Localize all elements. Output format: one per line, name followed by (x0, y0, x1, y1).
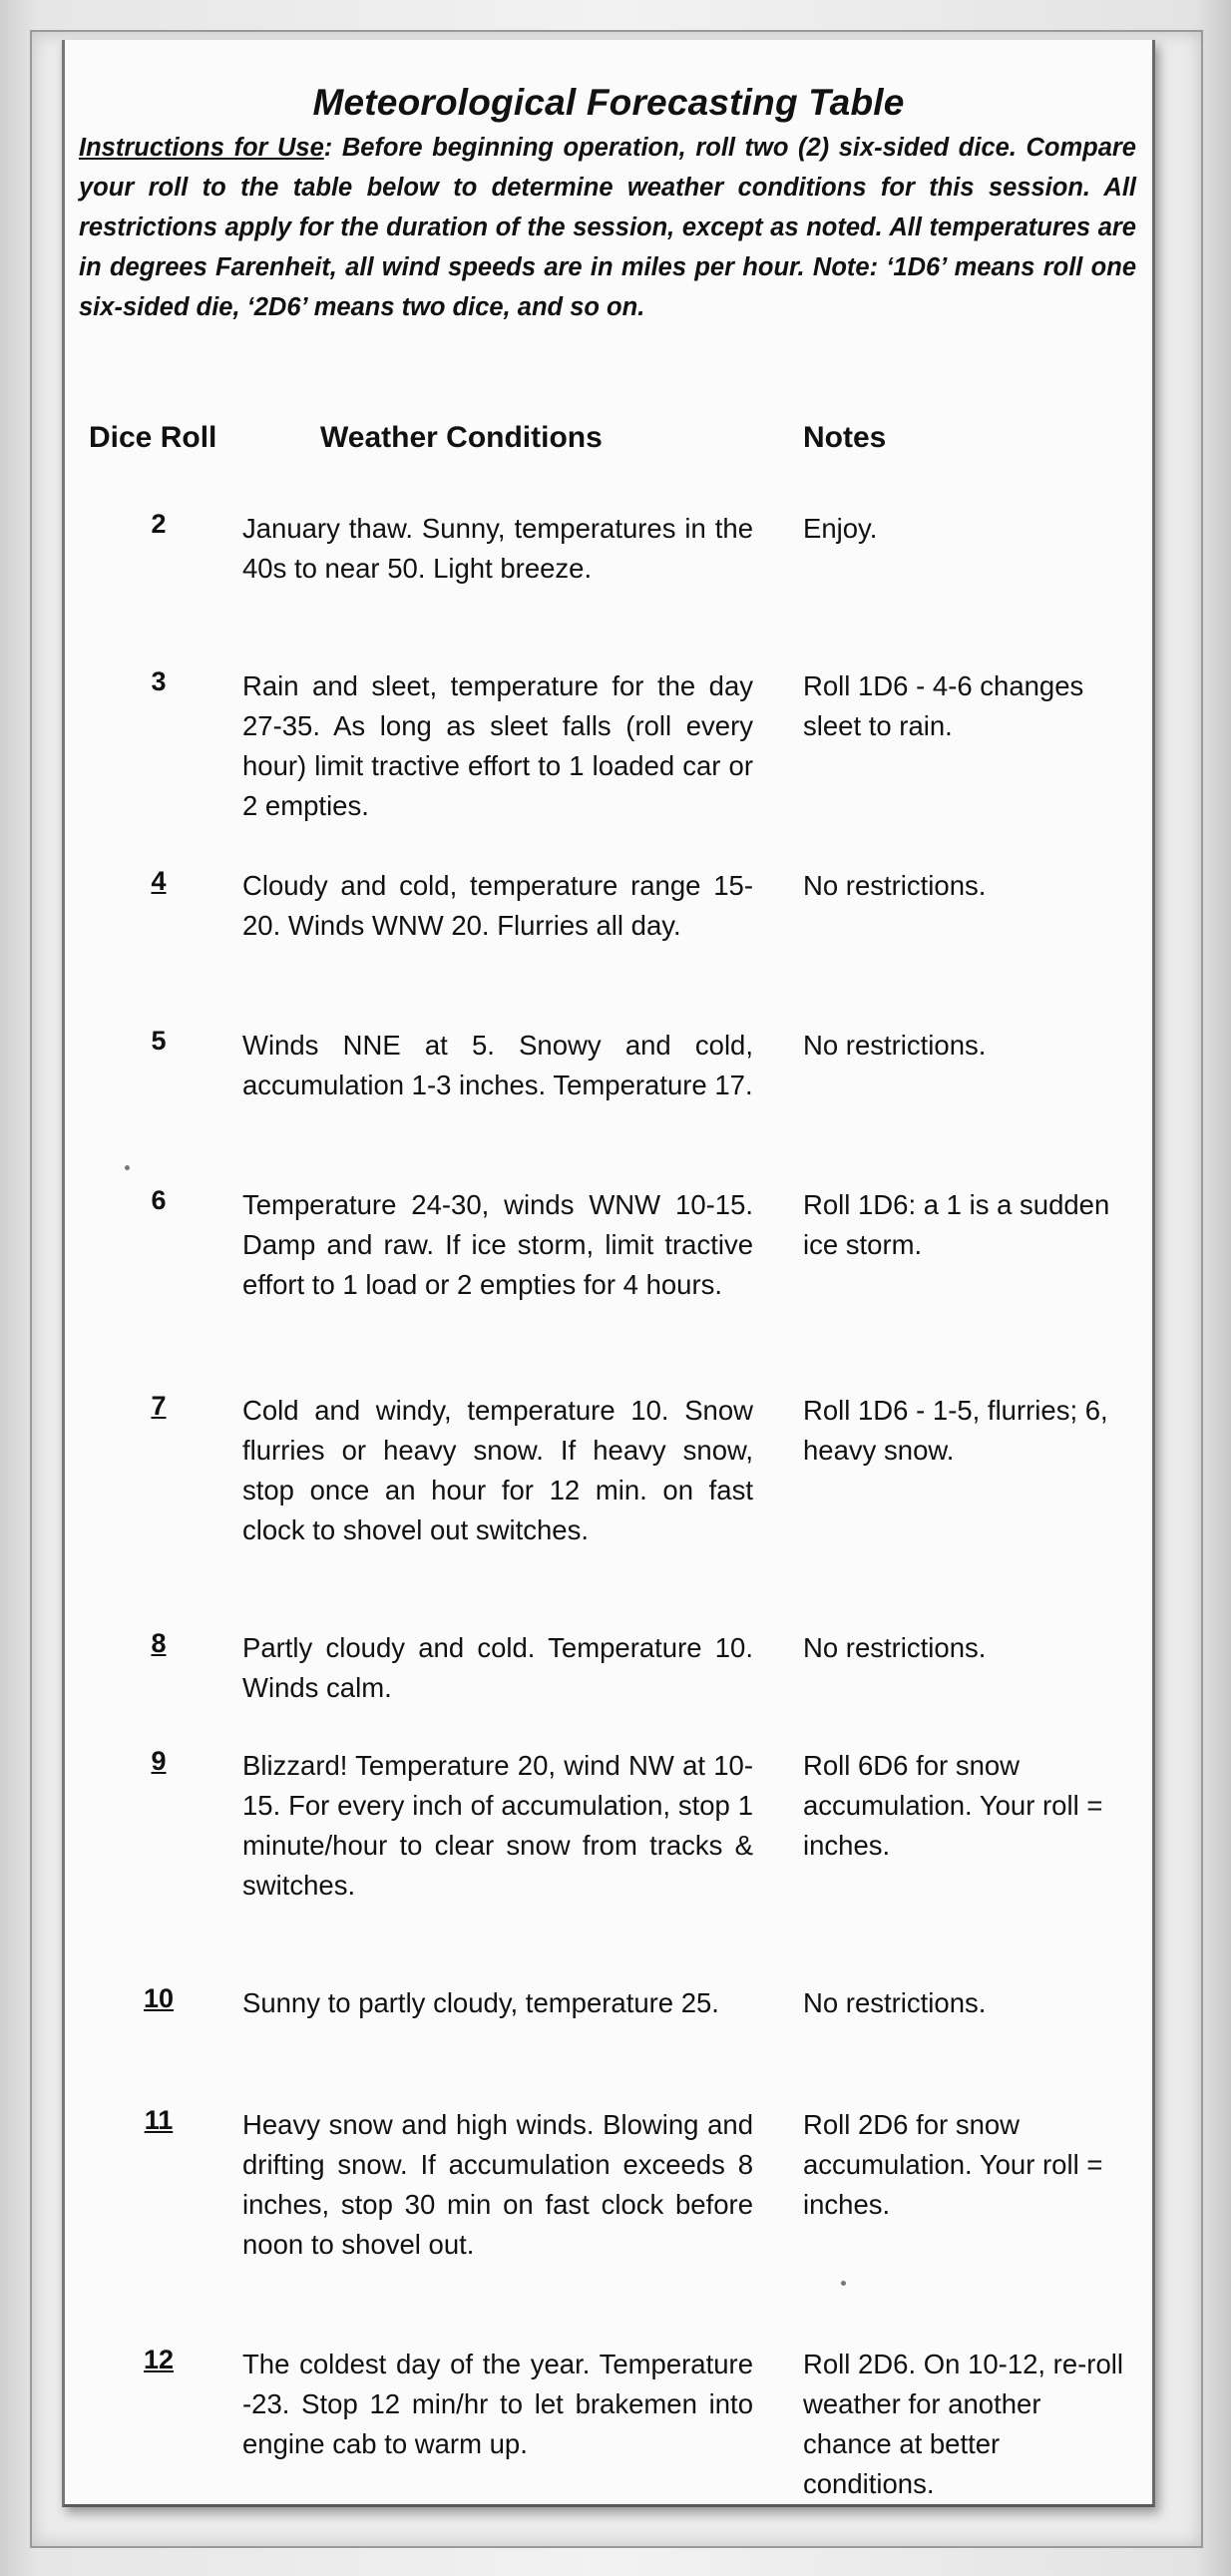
dice-roll-value: 11 (144, 2105, 174, 2135)
header-weather-conditions: Weather Conditions (320, 421, 603, 454)
scan-speck (841, 2281, 846, 2286)
dice-roll-value: 2 (151, 509, 167, 539)
dice-roll-value: 5 (151, 1026, 167, 1056)
dice-roll-value: 7 (151, 1391, 167, 1421)
forecast-card (62, 40, 1155, 2507)
weather-conditions-text: Cold and windy, temperature 10. Snow flurries or heavy snow. If heavy snow, stop once an hour for 12 min. on fast clock to shovel out switches. (242, 1395, 753, 1545)
table-header (65, 421, 1152, 461)
notes-text: No restrictions. (803, 1030, 987, 1061)
weather-conditions-text: Winds NNE at 5. Snowy and cold, accumulation 1-3 inches. Temperature 17. (242, 1030, 753, 1100)
dice-roll-value: 6 (151, 1185, 167, 1215)
weather-conditions-text: Rain and sleet, temperature for the day 27-35. As long as sleet falls (roll every hour) limit tractive effort to 1 loaded car or 2 empties. (242, 670, 753, 821)
page-title: Meteorological Forecasting Table (312, 82, 905, 123)
notes-text: No restrictions. (803, 870, 987, 901)
scan-speck (125, 1165, 130, 1170)
dice-roll-value: 3 (151, 666, 167, 696)
instructions-lead: Instructions for Use (79, 134, 324, 162)
weather-conditions-text: Sunny to partly cloudy, temperature 25. (242, 1987, 719, 2018)
dice-roll-value: 8 (151, 1628, 167, 1658)
weather-conditions-text: Partly cloudy and cold. Temperature 10. Winds calm. (242, 1632, 753, 1703)
header-dice-roll: Dice Roll (89, 421, 217, 454)
dice-roll-value: 9 (151, 1746, 167, 1776)
weather-conditions-text: January thaw. Sunny, temperatures in the 40s to near 50. Light breeze. (242, 513, 753, 584)
notes-text: No restrictions. (803, 1987, 987, 2018)
dice-roll-value: 4 (151, 866, 167, 896)
notes-text: Roll 1D6: a 1 is a sudden ice storm. (803, 1189, 1110, 1260)
notes-text: Roll 2D6. On 10-12, re-roll weather for another chance at better conditions. (803, 2349, 1123, 2499)
notes-text: Roll 2D6 for snow accumulation. Your roll = inches. (803, 2109, 1103, 2220)
notes-text: Roll 1D6 - 1-5, flurries; 6, heavy snow. (803, 1395, 1108, 1466)
instructions-text: : Before beginning operation, roll two (2) six-sided dice. Compare your roll to the table below to determine weather conditions for this session. All restrictions apply for the duration of the session, except as noted. All temperatures are in degrees Farenheit, all wind speeds are in miles per hour. Note: ‘1D6’ means roll one six-sided die, ‘2D6’ means two dice, and so on. (79, 134, 1136, 321)
weather-conditions-text: Blizzard! Temperature 20, wind NW at 10-15. For every inch of accumulation, stop 1 minute/hour to clear snow from tracks & switches. (242, 1750, 753, 1901)
notes-text: Roll 6D6 for snow accumulation. Your roll = inches. (803, 1750, 1103, 1861)
weather-conditions-text: Temperature 24-30, winds WNW 10-15. Damp and raw. If ice storm, limit tractive effort to 1 load or 2 empties for 4 hours. (242, 1189, 753, 1300)
instructions-paragraph (79, 128, 1136, 327)
dice-roll-value: 10 (143, 1983, 175, 2013)
weather-conditions-text: Cloudy and cold, temperature range 15-20. Winds WNW 20. Flurries all day. (242, 870, 753, 941)
header-notes: Notes (803, 421, 887, 454)
notes-text: No restrictions. (803, 1632, 987, 1663)
notes-text: Roll 1D6 - 4-6 changes sleet to rain. (803, 670, 1084, 741)
notes-text: Enjoy. (803, 513, 878, 544)
weather-conditions-text: The coldest day of the year. Temperature -23. Stop 12 min/hr to let brakemen into engine cab to warm up. (242, 2349, 753, 2459)
dice-roll-value: 12 (143, 2345, 175, 2374)
weather-conditions-text: Heavy snow and high winds. Blowing and drifting snow. If accumulation exceeds 8 inches, stop 30 min on fast clock before noon to shovel out. (242, 2109, 753, 2260)
